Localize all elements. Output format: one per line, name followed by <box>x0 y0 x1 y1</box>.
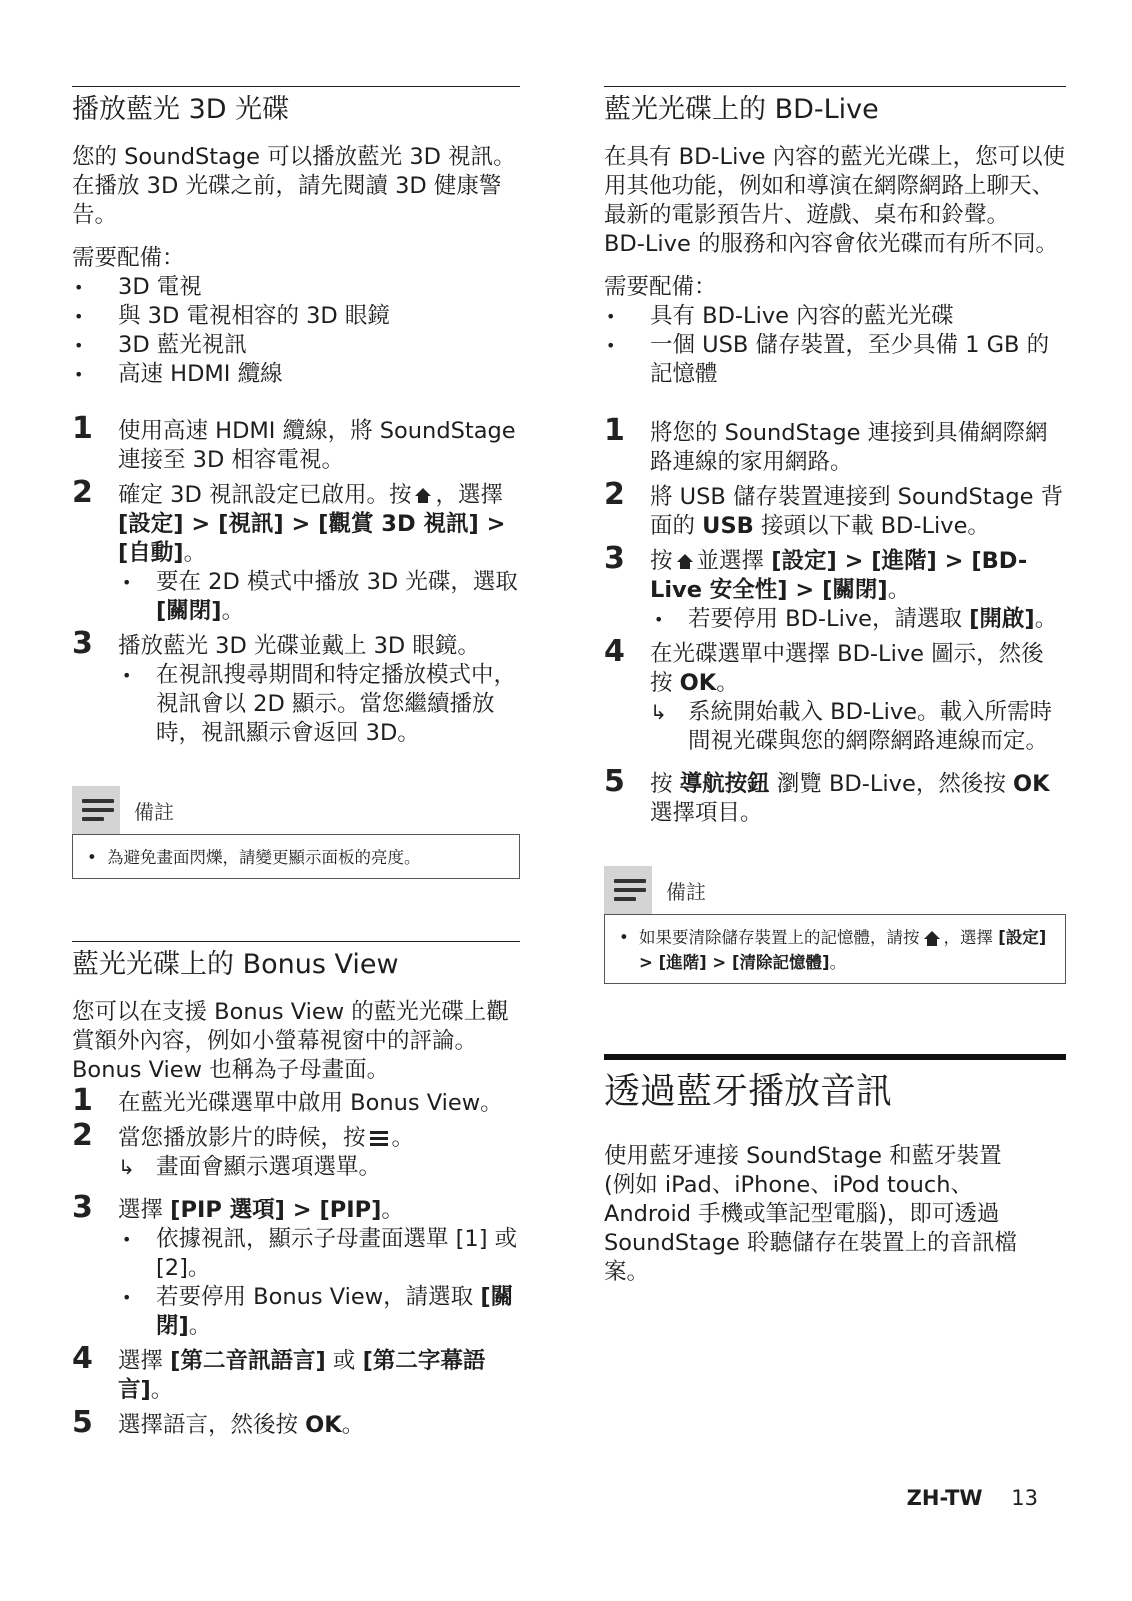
left-column <box>72 0 520 1440</box>
right-column <box>604 0 1066 1287</box>
page-number: 13 <box>1011 1486 1038 1510</box>
intro-bd-live: 在具有 BD-Live 內容的藍光光碟上，您可以使用其他功能，例如和導演在網際網路上聊天、最新的電影預告片、遊戲、桌布和鈴聲。 <box>604 144 1066 228</box>
step-text: 使用高速 HDMI 纜線，將 SoundStage 連接至 3D 相容電視。 <box>118 418 516 473</box>
ok-key: OK <box>1012 771 1050 797</box>
step-5 <box>604 764 1066 828</box>
step-text: 選擇項目。 <box>650 800 763 826</box>
step-text: 接頭以下載 BD-Live。 <box>760 513 990 539</box>
step-number: 3 <box>72 626 93 661</box>
home-icon <box>924 931 940 939</box>
step-2-result <box>118 1153 520 1182</box>
step-number: 2 <box>72 475 93 510</box>
note-box <box>72 834 520 879</box>
note-text: • 為避免畫面閃爍，請變更顯示面板的亮度。 <box>87 845 505 870</box>
step-text: 在藍光光碟選單中啟用 Bonus View。 <box>118 1090 503 1116</box>
list-item: • 具有 BD-Live 內容的藍光光碟 <box>604 302 1066 331</box>
menu-option: [第二音訊語言] <box>170 1348 326 1374</box>
result-arrow-icon: ↳ <box>650 700 667 724</box>
step-1 <box>72 411 520 475</box>
step-text: 確定 3D 視訊設定已啟用。按 <box>118 482 412 508</box>
step-text: 。 <box>341 1412 365 1438</box>
note-icon <box>72 786 120 834</box>
list-item: • 一個 USB 儲存裝置，至少具備 1 GB 的記憶體 <box>604 331 1066 389</box>
step-text: 將 USB 儲存裝置連接到 SoundStage 背面的 <box>650 484 1064 539</box>
step-3-note-1: • 依據視訊，顯示子母畫面選單 [1] 或 [2]。 <box>118 1225 520 1283</box>
step-2 <box>72 1118 520 1182</box>
list-item: • 3D 藍光視訊 <box>72 331 520 360</box>
step-number: 1 <box>72 1083 93 1118</box>
step-3 <box>72 1190 520 1341</box>
step-4-result <box>650 698 1066 756</box>
requirements-label: 需要配備： <box>72 245 185 271</box>
menu-option: [關閉] <box>156 1284 514 1339</box>
step-text: 瀏覽 BD-Live，然後按 <box>776 771 1006 797</box>
step-5 <box>72 1405 520 1440</box>
menu-option: [開啟] <box>969 606 1035 632</box>
step-number: 4 <box>604 634 625 669</box>
step-2-note <box>118 568 520 626</box>
sub-text: 若要停用 BD-Live，請選取 <box>688 606 962 632</box>
intro-3d: 您的 SoundStage 可以播放藍光 3D 視訊。在播放 3D 光碟之前，請先閱讀 3D 健康警告。 <box>72 144 516 228</box>
step-text: 選擇語言，然後按 <box>118 1412 299 1438</box>
menu-path: [設定] > [進階] > [BD-Live 安全性] > [關閉] <box>650 548 1028 603</box>
step-number: 4 <box>72 1341 93 1376</box>
step-3-note-2 <box>118 1283 520 1341</box>
step-3 <box>72 626 520 748</box>
note-text-part: 如果要清除儲存裝置上的記憶體，請按 <box>639 928 920 947</box>
step-text: ，選擇 <box>435 482 503 508</box>
menu-path: [設定] > [進階] > [清除記憶體] <box>639 928 1047 972</box>
step-number: 1 <box>72 411 93 446</box>
step-number: 5 <box>72 1405 93 1440</box>
result-text: 系統開始載入 BD-Live。載入所需時間視光碟與您的網際網路連線而定。 <box>688 699 1052 754</box>
step-text: 或 <box>332 1348 356 1374</box>
step-text: 並選擇 <box>696 548 765 574</box>
menu-path: [PIP 選項] > [PIP] <box>170 1197 382 1223</box>
step-2 <box>604 477 1066 541</box>
step-text: 將您的 SoundStage 連接到具備網際網路連線的家用網路。 <box>650 420 1048 475</box>
home-icon <box>415 488 431 496</box>
section-title-bonus-view: 藍光光碟上的 Bonus View <box>72 941 520 987</box>
result-arrow-icon: ↳ <box>118 1155 135 1179</box>
step-text: 播放藍光 3D 光碟並戴上 3D 眼鏡。 <box>118 633 480 659</box>
step-text: 選擇 <box>118 1348 164 1374</box>
result-text: 畫面會顯示選項選單。 <box>156 1154 382 1180</box>
sub-text: 要在 2D 模式中播放 3D 光碟，選取 <box>156 569 518 595</box>
requirements-list <box>72 273 520 389</box>
menu-option: [第二字幕語言] <box>118 1348 486 1403</box>
note-text-part: ，選擇 <box>943 928 993 947</box>
ok-key: OK <box>305 1412 342 1438</box>
list-item: • 與 3D 電視相容的 3D 眼鏡 <box>72 302 520 331</box>
step-text: 。 <box>887 577 911 603</box>
step-text: 。 <box>716 670 739 696</box>
sub-text: 。 <box>1034 606 1058 632</box>
note-text-part: 。 <box>829 953 847 972</box>
requirements-label: 需要配備： <box>604 274 717 300</box>
nav-buttons-label: 導航按鈕 <box>679 771 770 797</box>
step-text: 。 <box>381 1197 404 1223</box>
sub-text: 。 <box>221 598 245 624</box>
step-number: 1 <box>604 413 625 448</box>
step-2 <box>72 475 520 626</box>
requirements-list <box>604 302 1066 389</box>
ok-key: OK <box>679 670 717 696</box>
sub-text: 若要停用 Bonus View，請選取 <box>156 1284 474 1310</box>
step-text: 。 <box>183 540 207 566</box>
usb-label: USB <box>702 513 754 539</box>
step-text: 。 <box>391 1125 415 1151</box>
page-footer <box>907 1486 1038 1510</box>
step-text: 按 <box>650 548 673 574</box>
step-number: 2 <box>604 477 625 512</box>
step-text: 。 <box>150 1377 174 1403</box>
step-1 <box>72 1083 520 1118</box>
note-icon <box>604 866 652 914</box>
step-text: 當您播放影片的時候，按 <box>118 1125 366 1151</box>
step-1 <box>604 413 1066 477</box>
section-title-bd-live: 藍光光碟上的 BD-Live <box>604 86 1066 132</box>
note-label: 備註 <box>134 799 174 824</box>
section-title-3d: 播放藍光 3D 光碟 <box>72 86 520 132</box>
menu-path: [設定] > [視訊] > [觀賞 3D 視訊] > [自動] <box>118 511 506 566</box>
step-3-note <box>650 605 1066 634</box>
section-title-bluetooth: 透過藍牙播放音訊 <box>604 1054 1066 1124</box>
note-header <box>72 786 520 834</box>
note-text <box>619 925 1051 975</box>
note-header <box>604 866 1066 914</box>
step-number: 3 <box>604 541 625 576</box>
step-4 <box>604 634 1066 756</box>
step-3 <box>604 541 1066 634</box>
list-item: • 3D 電視 <box>72 273 520 302</box>
step-number: 3 <box>72 1190 93 1225</box>
step-text: 按 <box>650 771 673 797</box>
step-number: 5 <box>604 764 625 799</box>
note-label: 備註 <box>666 879 706 904</box>
home-icon <box>677 554 693 562</box>
note-box <box>604 914 1066 984</box>
intro-bluetooth: 使用藍牙連接 SoundStage 和藍牙裝置 (例如 iPad、iPhone、iPod touch、Android 手機或筆記型電腦)，即可透過 SoundStage 聆聽儲存在裝置上的音訊檔案。 <box>604 1143 1018 1285</box>
step-text: 選擇 <box>118 1197 164 1223</box>
intro-bonus-view: 您可以在支援 Bonus View 的藍光光碟上觀賞額外內容，例如小螢幕視窗中的評論。Bonus View 也稱為子母畫面。 <box>72 999 509 1083</box>
step-number: 2 <box>72 1118 93 1153</box>
step-4 <box>72 1341 520 1405</box>
menu-icon <box>370 1128 388 1149</box>
language-code: ZH-TW <box>906 1486 983 1510</box>
list-item: • 高速 HDMI 纜線 <box>72 360 520 389</box>
step-3-note: • 在視訊搜尋期間和特定播放模式中，視訊會以 2D 顯示。當您繼續播放時，視訊顯示會返回 3D。 <box>118 661 520 748</box>
menu-option: [關閉] <box>156 598 222 624</box>
intro-bd-live-2: BD-Live 的服務和內容會依光碟而有所不同。 <box>604 231 1058 257</box>
sub-text: 。 <box>188 1313 212 1339</box>
step-text: 在光碟選單中選擇 BD-Live 圖示，然後按 <box>650 641 1044 696</box>
